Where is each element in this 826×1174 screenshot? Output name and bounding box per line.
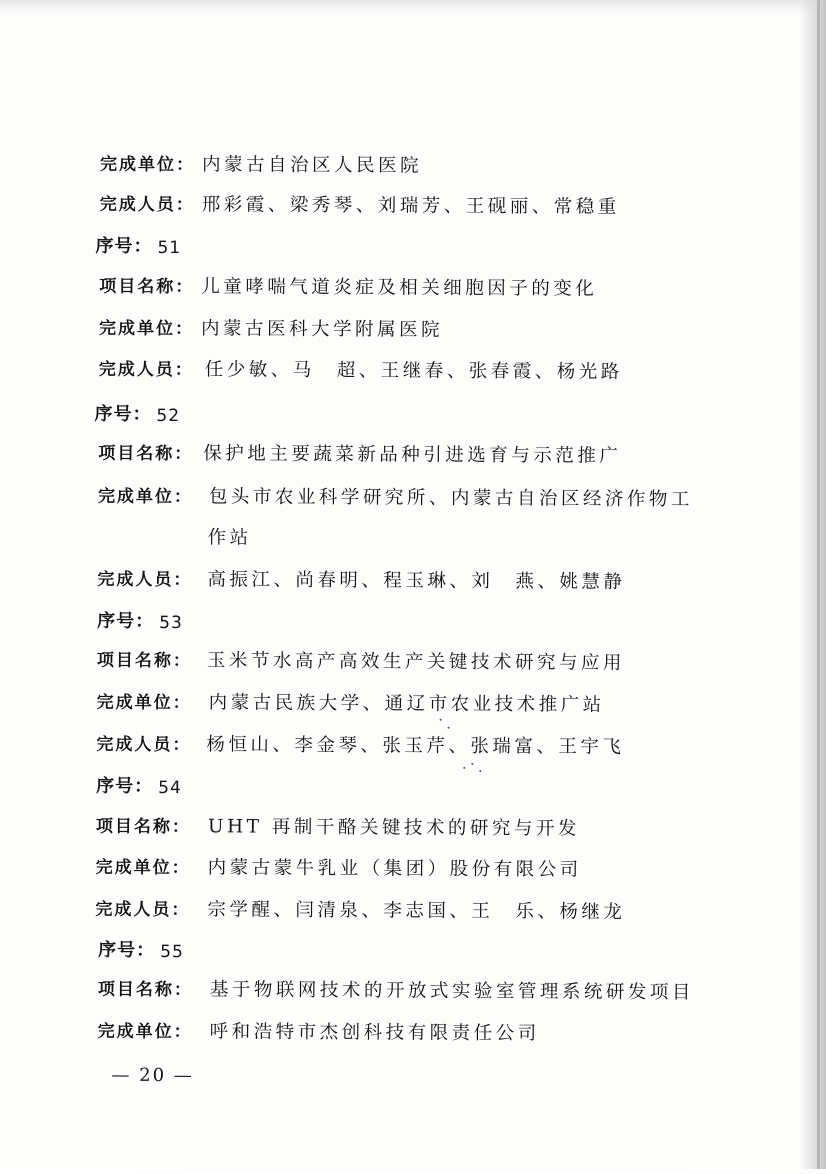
project-label: 项目名称： [98,442,193,467]
scan-shadow-top [0,0,826,14]
scan-edge-line [817,0,820,1169]
scan-speck [463,767,465,769]
project-label: 项目名称： [98,978,193,1003]
unit-label: 完成单位： [100,153,195,178]
people-value: 宗学醒、闫清泉、李志国、王 乐、杨继龙 [207,898,625,925]
unit-value-line-2: 作站 [208,526,252,550]
unit-label: 完成单位： [96,856,191,881]
project-value: 儿童哮喘气道炎症及相关细胞因子的变化 [201,275,597,301]
unit-label: 完成单位： [98,1020,193,1045]
scan-specks [435,713,495,773]
people-value: 高振江、尚春明、程玉琳、刘 燕、姚慧静 [207,568,625,595]
project-value: UHT 再制干酪关键技术的研究与开发 [208,815,580,841]
scan-speck [440,719,442,721]
unit-label: 完成单位： [99,317,194,342]
sequence-number: 52 [156,404,180,428]
project-label: 项目名称： [99,275,194,300]
people-label: 完成人员： [99,358,194,383]
unit-value: 内蒙古蒙牛乳业（集团）股份有限公司 [208,856,582,882]
project-value: 基于物联网技术的开放式实验室管理系统研发项目 [210,978,694,1005]
sequence-label: 序号： [98,939,155,963]
sequence-label: 序号： [95,235,152,259]
people-label: 完成人员： [97,568,192,593]
scan-shadow-right [800,0,826,1169]
unit-value: 内蒙古医科大学附属医院 [201,317,443,342]
people-label: 完成人员： [95,898,190,923]
unit-label: 完成单位： [98,485,193,510]
unit-value: 内蒙古自治区人民医院 [202,153,422,178]
people-label: 完成人员： [96,733,191,758]
sequence-label: 序号： [94,403,151,427]
people-label: 完成人员： [100,193,195,218]
sequence-number: 54 [158,776,182,800]
project-value: 保护地主要蔬菜新品种引进选育与示范推广 [203,442,621,469]
sequence-label: 序号： [96,775,153,799]
unit-value-line-1: 包头市农业科学研究所、内蒙古自治区经济作物工 [209,485,693,512]
sequence-number: 51 [157,236,181,260]
project-label: 项目名称： [97,649,192,674]
unit-label: 完成单位： [97,691,192,716]
people-value: 任少敏、马 超、王继春、张春霞、杨光路 [205,358,623,385]
sequence-number: 55 [160,940,184,964]
unit-value: 呼和浩特市杰创科技有限责任公司 [210,1020,540,1046]
people-value: 邢彩霞、梁秀琴、刘瑞芳、王砚丽、常稳重 [202,193,620,220]
sequence-label: 序号： [97,610,154,634]
scan-speck [471,763,473,765]
unit-value: 内蒙古民族大学、通辽市农业技术推广站 [209,691,605,717]
sequence-number: 53 [159,611,183,635]
page-number: — 20 — [111,1065,193,1087]
scan-speck [479,770,481,772]
people-value: 杨恒山、李金琴、张玉芹、张瑞富、王宇飞 [206,733,624,760]
project-label: 项目名称： [96,815,191,840]
project-value: 玉米节水高产高效生产关键技术研究与应用 [207,649,625,676]
scan-speck [448,727,450,729]
